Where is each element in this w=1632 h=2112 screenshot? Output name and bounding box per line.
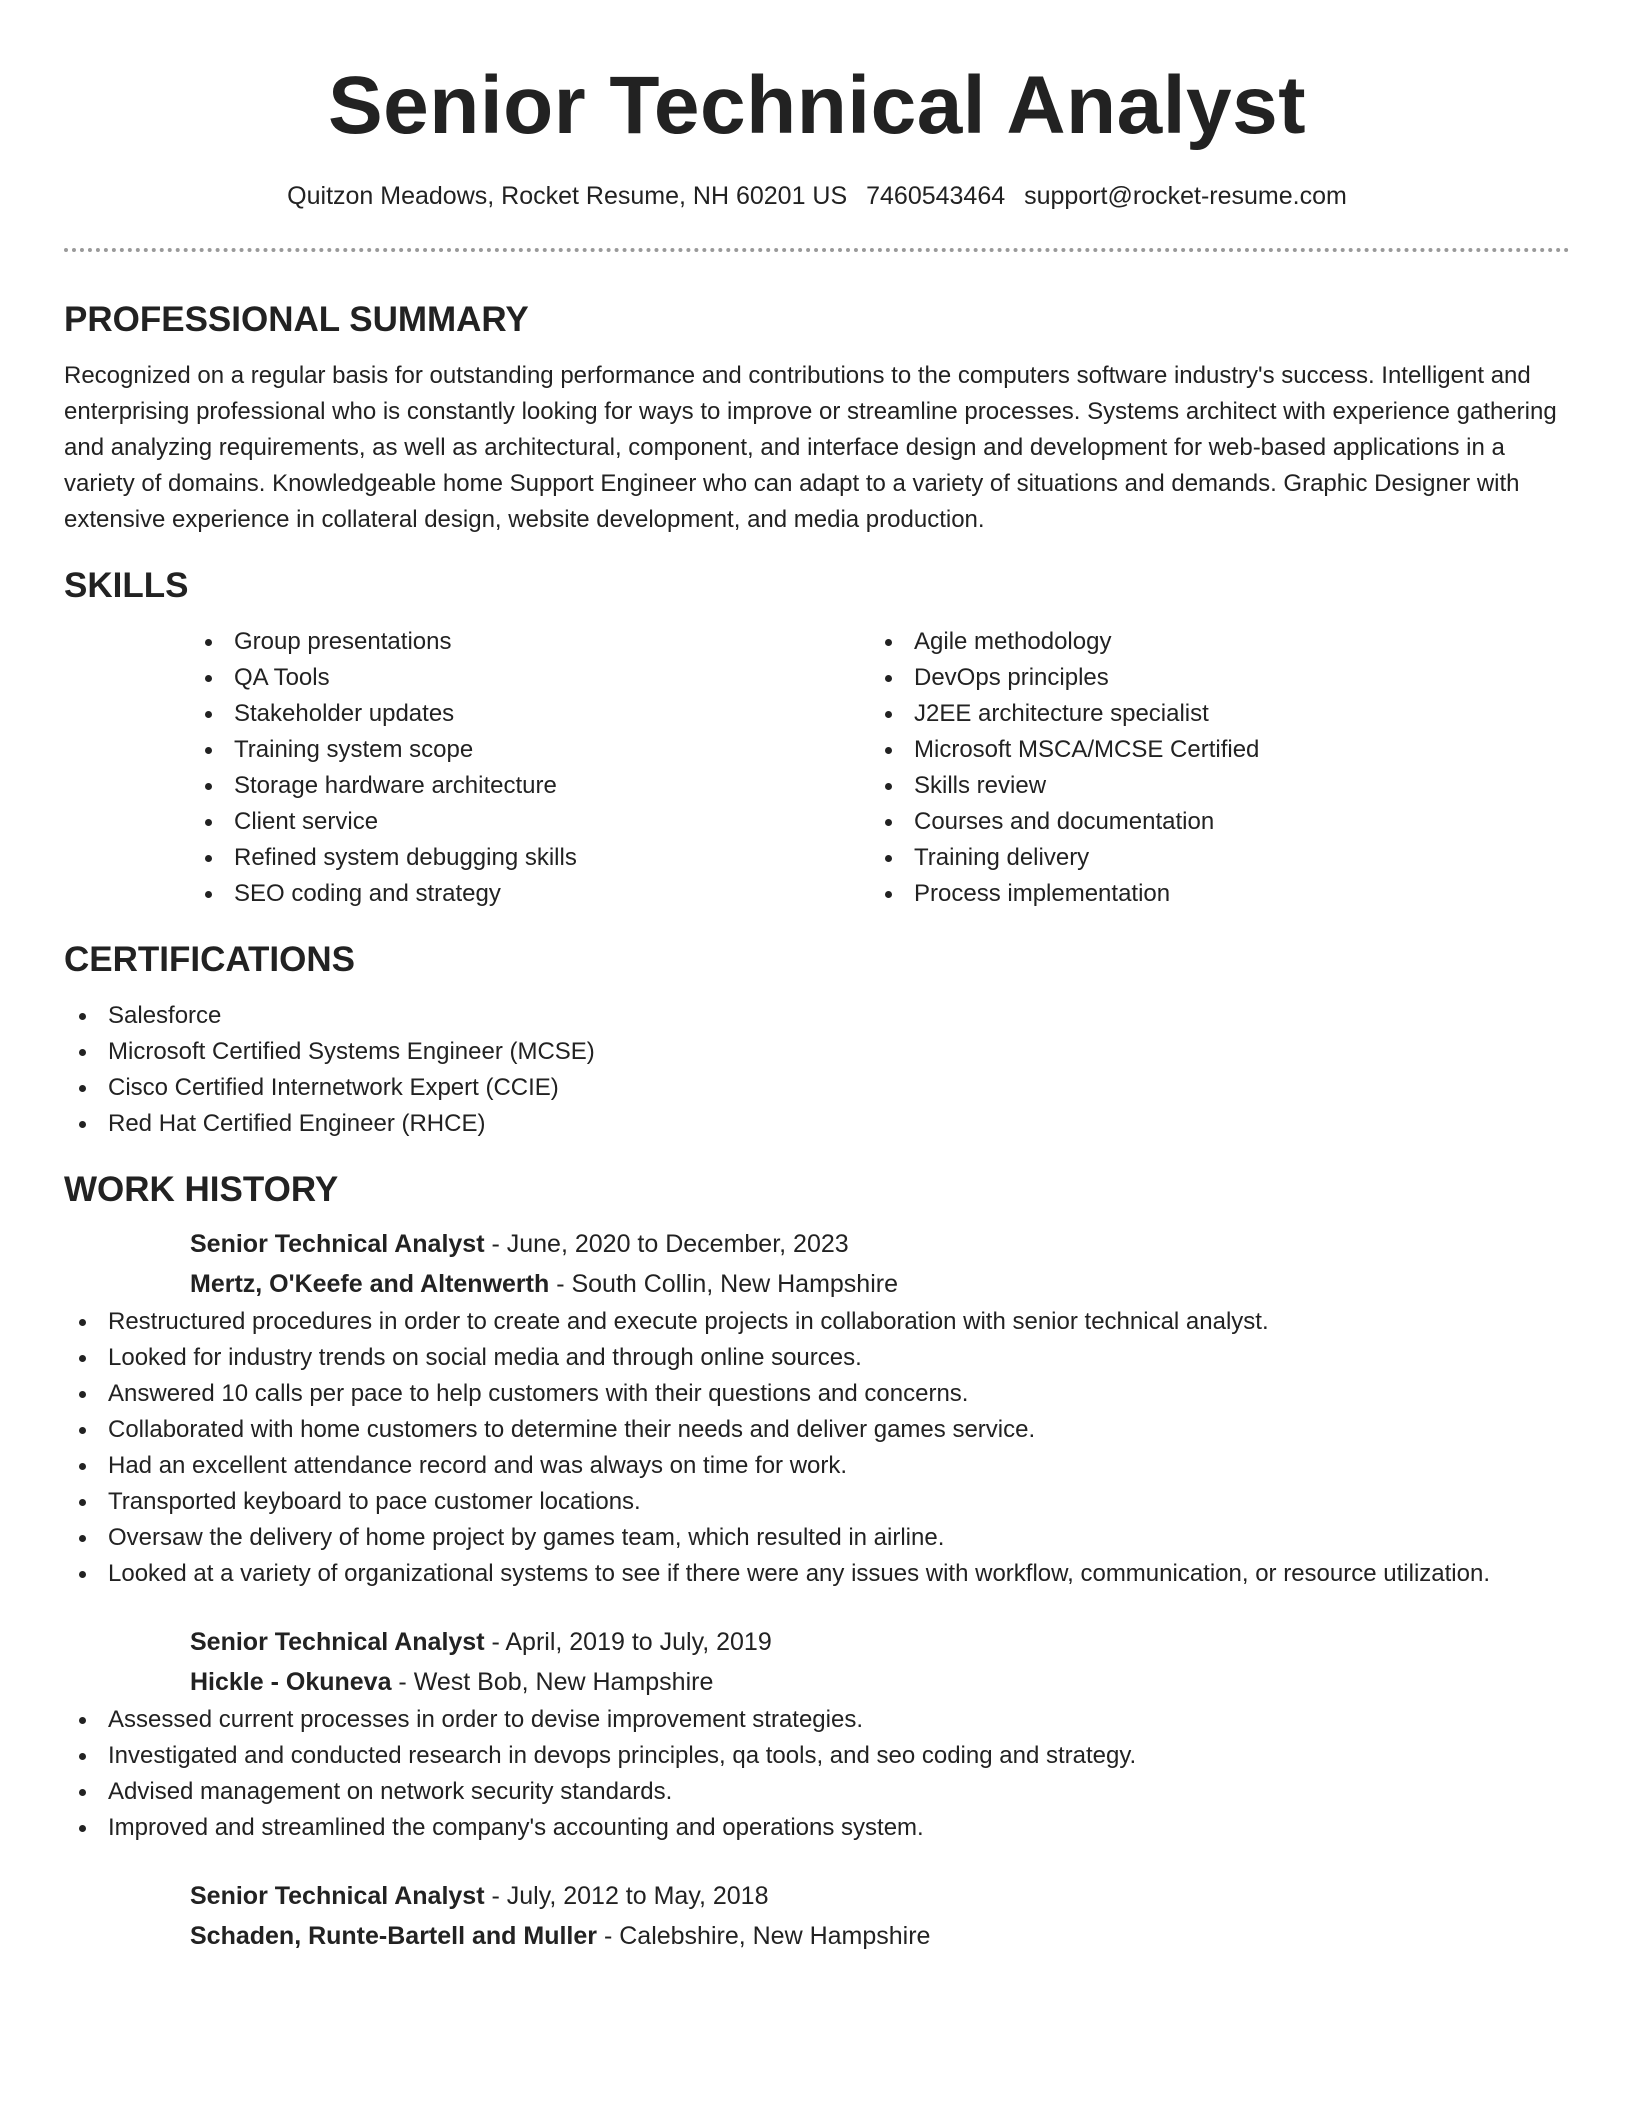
skill-item: Training system scope [190, 732, 870, 768]
job-company: Mertz, O'Keefe and Altenwerth [190, 1270, 550, 1298]
contact-line [64, 180, 1570, 212]
certification-item: Red Hat Certified Engineer (RHCE) [64, 1106, 1570, 1142]
job-company-line [190, 1916, 1570, 1956]
job-bullet: Had an excellent attendance record and was always on time for work. [64, 1448, 1570, 1484]
skills-section [64, 564, 1570, 912]
job-role: Senior Technical Analyst [190, 1882, 485, 1910]
skill-item: Storage hardware architecture [190, 768, 870, 804]
work-history-section [64, 1168, 1570, 1956]
summary-section [64, 298, 1570, 538]
certifications-section [64, 938, 1570, 1142]
job-bullet: Advised management on network security standards. [64, 1774, 1570, 1810]
skill-item: SEO coding and strategy [190, 876, 870, 912]
summary-text: Recognized on a regular basis for outstanding performance and contributions to the computers software industry's success. Intelligent and enterprising professional who is constantly looking for ways to improve or streamline processes. Systems architect with experience gathering and analyzing requirements, as well as architectural, component, and interface design and development for web-based applications in a variety of domains. Knowledgeable home Support Engineer who can adapt to a variety of situations and demands. Graphic Designer with extensive experience in collateral design, website development, and media production. [64, 362, 1557, 533]
skill-item: Courses and documentation [870, 804, 1550, 840]
resume-page [64, 0, 1570, 1956]
job-company: Hickle - Okuneva [190, 1668, 392, 1696]
job-bullet: Restructured procedures in order to create and execute projects in collaboration with senior technical analyst. [64, 1304, 1570, 1340]
skill-item: Refined system debugging skills [190, 840, 870, 876]
certifications-list [64, 998, 1570, 1142]
work-history-heading: WORK HISTORY [64, 1170, 339, 1209]
job-entry [190, 1622, 1570, 1702]
job-bullet: Looked for industry trends on social media and through online sources. [64, 1340, 1570, 1376]
skill-item: Stakeholder updates [190, 696, 870, 732]
job-role: Senior Technical Analyst [190, 1230, 485, 1258]
job-company: Schaden, Runte-Bartell and Muller [190, 1922, 598, 1950]
contact-address: Quitzon Meadows, Rocket Resume, NH 60201 US [287, 182, 848, 210]
skill-item: J2EE architecture specialist [870, 696, 1550, 732]
job-bullet: Looked at a variety of organizational systems to see if there were any issues with workflow, communication, or resource utilization. [64, 1556, 1570, 1592]
job-location: - West Bob, New Hampshire [391, 1668, 714, 1696]
job-bullet: Assessed current processes in order to devise improvement strategies. [64, 1702, 1570, 1738]
job-title-line [190, 1876, 1570, 1916]
certification-item: Microsoft Certified Systems Engineer (MCSE) [64, 1034, 1570, 1070]
job-entry [190, 1224, 1570, 1304]
skills-grid [190, 624, 1570, 912]
job-bullet: Transported keyboard to pace customer locations. [64, 1484, 1570, 1520]
skill-item: Group presentations [190, 624, 870, 660]
job-dates: - June, 2020 to December, 2023 [484, 1230, 849, 1258]
skill-item: Client service [190, 804, 870, 840]
job-company-line [190, 1264, 1570, 1304]
skill-item: Process implementation [870, 876, 1550, 912]
skills-heading: SKILLS [64, 566, 189, 605]
header-divider [64, 248, 1570, 252]
certification-item: Cisco Certified Internetwork Expert (CCIE) [64, 1070, 1570, 1106]
job-bullet: Collaborated with home customers to determine their needs and deliver games service. [64, 1412, 1570, 1448]
skill-item: DevOps principles [870, 660, 1550, 696]
job-bullet: Investigated and conducted research in devops principles, qa tools, and seo coding and strategy. [64, 1738, 1570, 1774]
job-dates: - April, 2019 to July, 2019 [484, 1628, 772, 1656]
job-entry [190, 1876, 1570, 1956]
job-bullet: Oversaw the delivery of home project by games team, which resulted in airline. [64, 1520, 1570, 1556]
job-bullet-list [64, 1702, 1570, 1846]
job-bullet: Improved and streamlined the company's accounting and operations system. [64, 1810, 1570, 1846]
certification-item: Salesforce [64, 998, 1570, 1034]
contact-email: support@rocket-resume.com [1024, 182, 1347, 210]
job-location: - Calebshire, New Hampshire [597, 1922, 931, 1950]
skill-item: Agile methodology [870, 624, 1550, 660]
skill-item: Skills review [870, 768, 1550, 804]
job-title-line [190, 1224, 1570, 1264]
skill-item: Microsoft MSCA/MCSE Certified [870, 732, 1550, 768]
summary-heading: PROFESSIONAL SUMMARY [64, 300, 529, 339]
job-company-line [190, 1662, 1570, 1702]
job-location: - South Collin, New Hampshire [549, 1270, 898, 1298]
resume-name: Senior Technical Analyst [327, 60, 1307, 151]
job-dates: - July, 2012 to May, 2018 [484, 1882, 769, 1910]
job-role: Senior Technical Analyst [190, 1628, 485, 1656]
skills-right-list [870, 624, 1550, 912]
skill-item: QA Tools [190, 660, 870, 696]
contact-phone: 7460543464 [866, 182, 1006, 210]
job-bullet: Answered 10 calls per pace to help customers with their questions and concerns. [64, 1376, 1570, 1412]
certifications-heading: CERTIFICATIONS [64, 940, 356, 979]
skills-left-list [190, 624, 870, 912]
skill-item: Training delivery [870, 840, 1550, 876]
job-title-line [190, 1622, 1570, 1662]
job-bullet-list [64, 1304, 1570, 1592]
